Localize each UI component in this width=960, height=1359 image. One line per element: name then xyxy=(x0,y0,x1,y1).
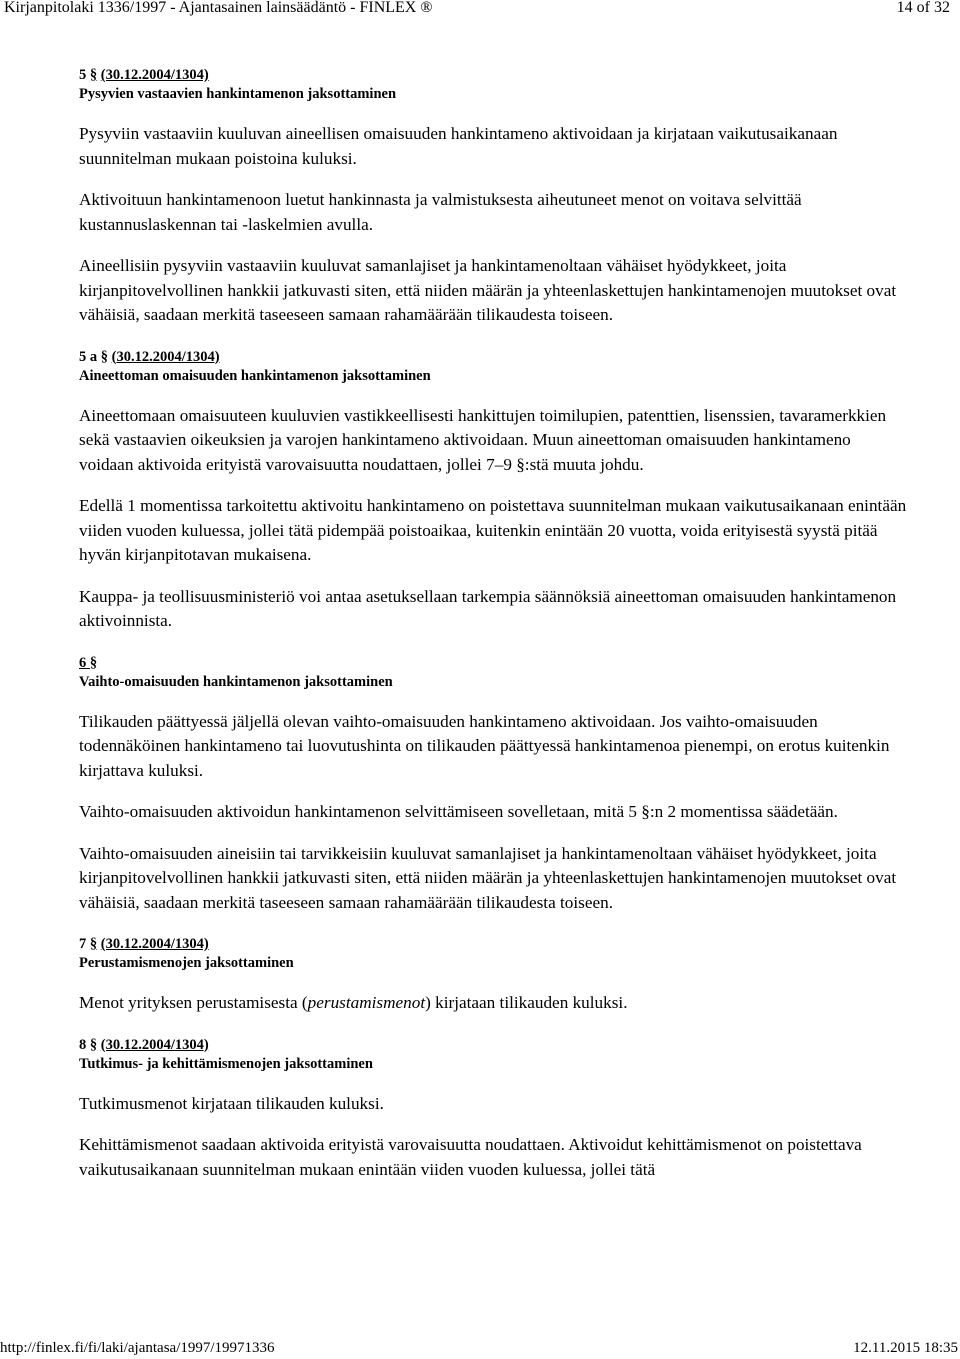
section-heading-number xyxy=(79,66,909,85)
section-number: 5 xyxy=(79,67,87,83)
section-7 xyxy=(79,935,909,1016)
amendment-link[interactable]: (30.12.2004/1304) xyxy=(100,67,209,83)
page-counter: 14 of 32 xyxy=(896,0,950,16)
paragraph: Tilikauden päättyessä jäljellä olevan vaihto-omaisuuden hankintameno aktivoidaan. Jos vaihto-omaisuuden todennäköinen hankintameno tai luovutushinta on tilikauden päättyessä hankintamenoa pienempi, on erotus kuitenkin kirjattava kuluksi. xyxy=(79,711,890,780)
paragraph-text: ) kirjataan tilikauden kuluksi. xyxy=(425,993,628,1012)
section-heading-number xyxy=(79,1036,909,1055)
law-text xyxy=(79,66,909,1199)
amendment-link[interactable]: (30.12.2004/1304) xyxy=(111,348,220,365)
page-url: http://finlex.fi/fi/laki/ajantasa/1997/19971336 xyxy=(0,1340,275,1356)
section-title: Vaihto-omaisuuden hankintamenon jaksottaminen xyxy=(79,673,393,690)
section-title: Pysyvien vastaavien hankintamenon jaksottaminen xyxy=(79,86,397,102)
section-number: 7 xyxy=(79,936,87,952)
document-title: Kirjanpitolaki 1336/1997 - Ajantasainen lainsäädäntö - FINLEX ® xyxy=(4,0,433,16)
section-number: 5 a xyxy=(79,348,98,365)
section-title: Perustamismenojen jaksottaminen xyxy=(79,955,294,971)
paragraph: Pysyviin vastaaviin kuuluvan aineellisen omaisuuden hankintameno aktivoidaan ja kirjataan vaikutusaikanaan suunnitelman mukaan poistoina kuluksi. xyxy=(79,124,838,168)
section-number: 6 xyxy=(79,654,87,671)
paragraph: Kauppa- ja teollisuusministeriö voi antaa asetuksellaan tarkempia säännöksiä aineettoman omaisuuden hankintamenon aktivoinnista. xyxy=(79,586,897,630)
paragraph: Edellä 1 momentissa tarkoitettu aktivoitu hankintameno on poistettava suunnitelman mukaan vaikutusaikanaan enintään viiden vuoden kuluessa, jollei tätä pidempää poistoaikaa, kuitenkin enintään 20 vuotta, voida erityisestä syystä pitää hyvän kirjanpitotavan mukaisena. xyxy=(79,496,907,564)
paragraph: Tutkimusmenot kirjataan tilikauden kuluksi. xyxy=(79,1093,384,1113)
section-sign-link[interactable]: § xyxy=(89,67,98,83)
section-6 xyxy=(79,654,909,916)
section-title: Aineettoman omaisuuden hankintamenon jaksottaminen xyxy=(79,367,431,384)
paragraph: Kehittämismenot saadaan aktivoida erityistä varovaisuutta noudattaen. Aktivoidut kehittämismenot on poistettava vaikutusaikanaan suunnitelman mukaan enintään viiden vuoden kuluessa, jollei tätä xyxy=(79,1135,862,1179)
paragraph: Aktivoituun hankintamenoon luetut hankinnasta ja valmistuksesta aiheutuneet menot on voitava selvittää kustannuslaskennan tai -laskelmien avulla. xyxy=(79,190,802,234)
section-sign-link[interactable]: § xyxy=(89,1036,98,1053)
section-heading-number xyxy=(79,348,909,367)
paragraph: Vaihto-omaisuuden aineisiin tai tarvikkeisiin kuuluvat samanlajiset ja hankintamenoltaan vähäiset hyödykkeet, joita kirjanpitovelvollinen hankkii jatkuvasti siten, että niiden määrän ja yhteenlaskettujen hankintamenojen muutokset ovat vähäisiä, saadaan merkitä taseeseen samaan rahamäärään tilikaudesta toiseen. xyxy=(79,843,897,912)
section-5 xyxy=(79,66,909,328)
section-heading-number xyxy=(79,935,909,954)
paragraph: Aineellisiin pysyviin vastaaviin kuuluvat samanlajiset ja hankintamenoltaan vähäiset hyödykkeet, joita kirjanpitovelvollinen hankkii jatkuvasti siten, että niiden määrän ja yhteenlaskettujen hankintamenojen muutokset ovat vähäisiä, saadaan merkitä taseeseen samaan rahamäärään tilikaudesta toiseen. xyxy=(79,256,897,324)
defined-term: perustamismenot xyxy=(307,993,426,1012)
amendment-link[interactable]: (30.12.2004/1304) xyxy=(100,1036,209,1053)
section-sign: § xyxy=(89,654,98,671)
amendment-link[interactable]: (30.12.2004/1304) xyxy=(100,936,209,952)
print-footer xyxy=(0,1333,960,1355)
paragraph: Aineettomaan omaisuuteen kuuluvien vastikkeellisesti hankittujen toimilupien, patenttien, lisenssien, tavaramerkkien sekä vastaavien oikeuksien ja varojen hankintameno aktivoidaan. Muun aineettoman omaisuuden hankintameno voidaan aktivoida erityistä varovaisuutta noudattaen, jollei 7–9 §:stä muuta johdu. xyxy=(79,405,887,474)
section-sign-link[interactable]: § xyxy=(100,348,108,365)
section-number: 8 xyxy=(79,1036,87,1053)
paragraph: Vaihto-omaisuuden aktivoidun hankintamenon selvittämiseen sovelletaan, mitä 5 §:n 2 momentissa säädetään. xyxy=(79,802,838,821)
section-sign-link[interactable]: § xyxy=(89,936,98,952)
paragraph xyxy=(79,991,909,1016)
paragraph-text: Menot yrityksen perustamisesta ( xyxy=(79,993,308,1012)
section-8 xyxy=(79,1036,909,1183)
print-datetime: 12.11.2015 18:35 xyxy=(853,1340,958,1356)
section-heading-number xyxy=(79,654,909,673)
print-header xyxy=(0,0,960,22)
section-title: Tutkimus- ja kehittämismenojen jaksottaminen xyxy=(79,1055,373,1072)
section-5a xyxy=(79,348,909,634)
section-number-link[interactable] xyxy=(79,655,97,671)
